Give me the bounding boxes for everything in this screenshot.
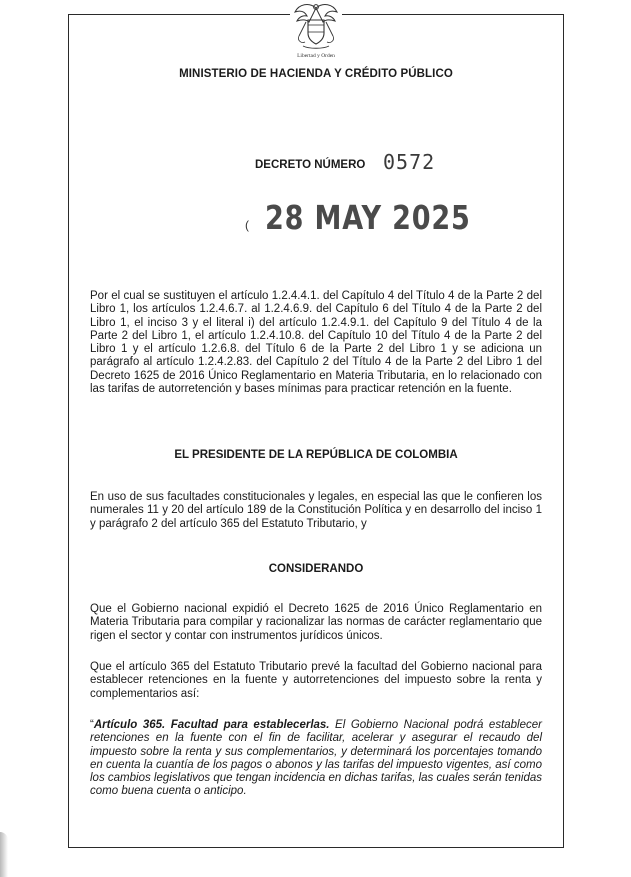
- quoted-article-title: Artículo 365. Facultad para establecerlas.: [93, 719, 330, 731]
- seal-motto: Libertad y Orden: [297, 53, 335, 59]
- considerando-heading: CONSIDERANDO: [268, 563, 364, 575]
- coat-of-arms-seal: [290, 0, 342, 64]
- quoted-article-body: El Gobierno Nacional podrá establecer retenciones en la fuente con el fin de facilitar, acelerar y asegurar el recaudo del impuesto sobre la renta y sus complementarios, y determinará los porcentajes tomando en cuenta la cuantía de los pagos o abonos y las tarifas del impuesto vigentes, así como los cambios legislativos que tengan incidencia en dichas tarifas, las cuales serán tenidas como buena cuenta o anticipo.: [90, 719, 542, 798]
- decree-summary: Por el cual se sustituyen el artículo 1.2.4.4.1. del Capítulo 4 del Título 4 de la Parte 2 del Libro 1, los artículos 1.2.4.6.7. al 1.2.4.6.9. del Capítulo 6 del Título 4 de la Parte 2 del Libro 1, el inciso 3 y el literal i) del artículo 1.2.4.9.1. del Capítulo 9 del Título 4 de la Parte 2 del Libro 1, el artículo 1.2.4.10.8. del Capítulo 10 del Título 4 de la Parte 2 del Libro 1 y el artículo 1.2.6.8. del Título 6 de la Parte 2 del Libro 1 y se adiciona un parágrafo al artículo 1.2.4.2.83. del Capítulo 2 del Título 4 de la Parte 2 del Libro 1 del Decreto 1625 de 2016 Único Reglamentario en Materia Tributaria, en lo relacionado con las tarifas de autorretención y bases mínimas para practicar retención en la fuente.: [90, 290, 542, 396]
- decree-number: 0572: [383, 150, 436, 174]
- consideration-paragraph: Que el artículo 365 del Estatuto Tributario prevé la facultad del Gobierno nacional para establecer retenciones en la fuente y autorretenciones del impuesto sobre la renta y complementarios así:: [90, 661, 542, 700]
- powers-paragraph: En uso de sus facultades constitucionales y legales, en especial las que le confieren los numerales 11 y 20 del artículo 189 de la Constitución Política y en desarrollo del inciso 1 y parágrafo 2 del artículo 365 del Estatuto Tributario, y: [90, 491, 542, 530]
- scan-edge-shadow: [0, 832, 8, 877]
- consideration-paragraph: Que el Gobierno nacional expidió el Decreto 1625 de 2016 Único Reglamentario en Materia Tributaria para compilar y racionalizar las normas de carácter reglamentario que rigen el sector y contar con instrumentos jurídicos únicos.: [90, 603, 542, 642]
- quote-mark: “: [90, 719, 94, 731]
- ministry-title: MINISTERIO DE HACIENDA Y CRÉDITO PÚBLICO: [179, 68, 453, 80]
- president-heading: EL PRESIDENTE DE LA REPÚBLICA DE COLOMBIA: [174, 449, 458, 461]
- decree-date-stamp: 28 MAY 2025: [265, 198, 471, 237]
- condor-shield-icon: [293, 0, 339, 52]
- quoted-article: [90, 719, 542, 799]
- date-paren: (: [245, 218, 249, 232]
- decree-label: DECRETO NÚMERO: [255, 159, 366, 171]
